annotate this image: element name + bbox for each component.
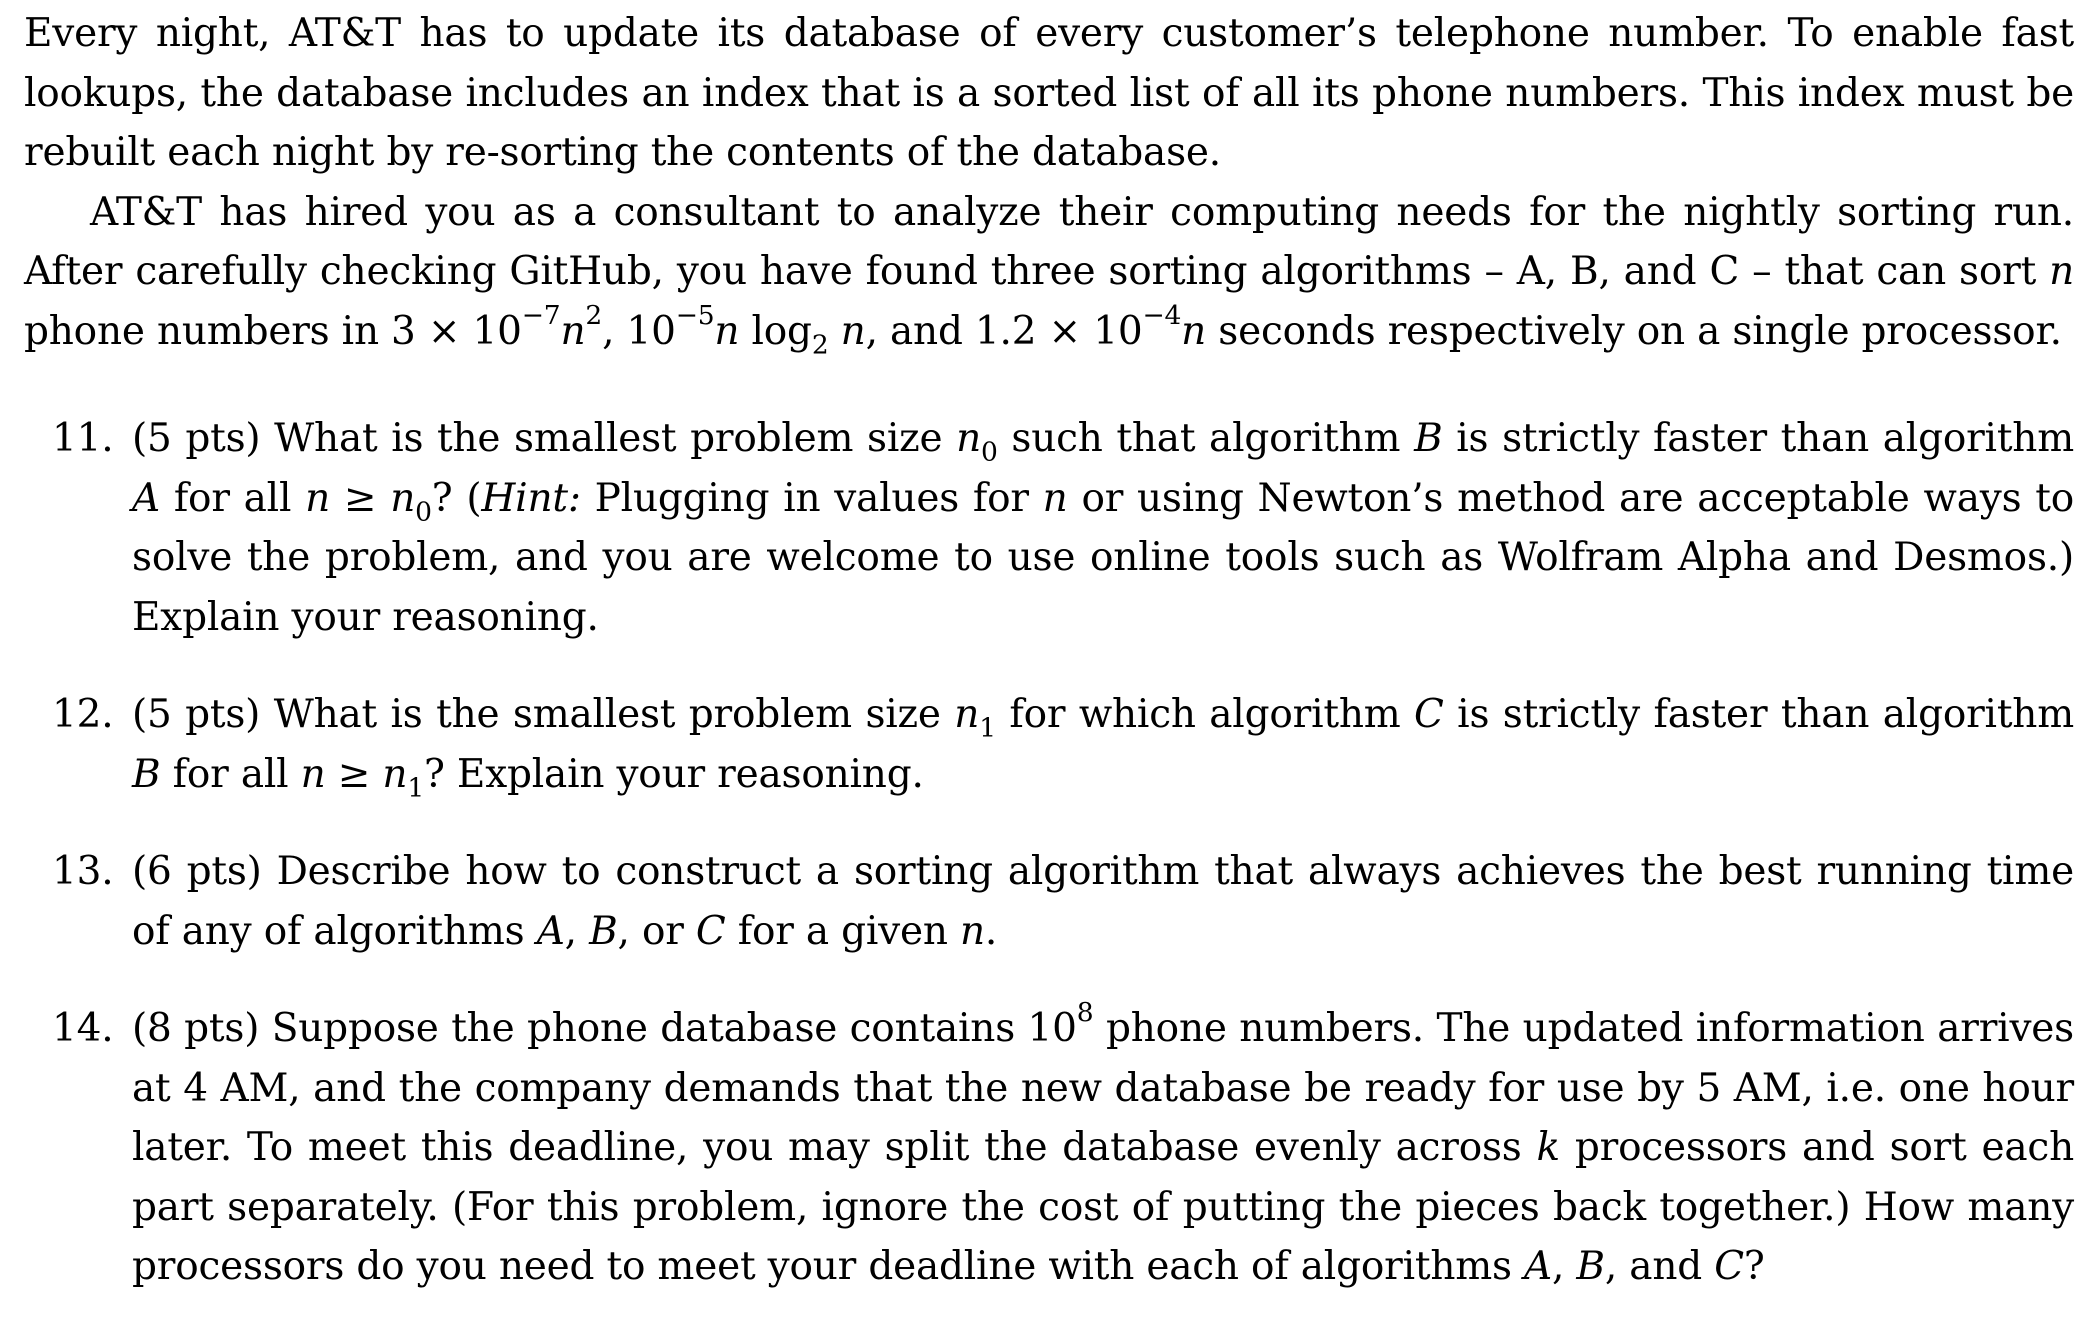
document-body [24,4,2074,1297]
math-var: n [1042,475,1068,521]
math-var: n [828,308,866,354]
math-exponent: −7 [521,299,561,331]
math-var: B [1414,416,1443,461]
intro-p1-text: Every night, AT&T has to update its database of every customer’s telephone number. To enable fast lookups, the database includes an index that is a sorted list of all its phone numbers. This index must be rebuilt each night by re-sorting the contents of the database. [24,11,2074,175]
spacer [24,961,2074,999]
math-var: A [536,908,565,954]
text-run: ≥ [325,751,383,797]
text-run: ? ( [431,475,482,521]
text-run: for all [159,475,306,521]
problem-12 [52,685,2074,804]
spacer [24,804,2074,842]
math-var: C [695,908,726,954]
math-subscript: 2 [811,328,829,360]
problem-13 [52,842,2074,961]
problem-11 [52,409,2074,647]
text-run: processors and sort each part separately. (For this problem, ignore the cost of putting the pieces back together.) How many processors do you need to meet your deadline with each of algorithms [132,1125,2074,1289]
intro-p2-text-b: phone numbers in 3 × 10 [24,308,522,354]
problem-text [132,685,2074,804]
math-var: n [560,308,586,354]
text-run: phone numbers. The updated information arrives at 4 AM, and the company demands that the new database be ready for use by 5 AM, i.e. one hour later. To meet this deadline, you may split the database evenly across [132,1006,2074,1170]
math-var: n [1181,308,1207,354]
math-exponent: −5 [675,299,715,331]
math-var: B [1576,1244,1605,1289]
text-run: , [564,908,590,954]
math-exponent: −4 [1142,299,1182,331]
text-run: for a given [725,908,960,954]
math-var: n [305,475,330,521]
hint-label: Hint: [481,475,581,521]
text-run: is strictly faster than algorithm [1442,416,2074,461]
math-var: A [1524,1244,1552,1289]
problem-number: 14. [52,1006,114,1051]
math-log: log [739,308,812,354]
text-run: for which algorithm [995,692,1415,737]
math-var: n [956,416,981,461]
text-run: . [984,908,998,954]
text-run: , [1552,1244,1577,1289]
text-run: Plugging in values for [580,475,1043,521]
math-var: A [132,475,160,521]
math-subscript: 1 [407,771,425,803]
intro-paragraph-1 [24,4,2074,183]
math-var: C [1414,692,1444,737]
intro-p2-text-a: AT&T has hired you as a consultant to analyze their computing needs for the nightly sorting run. After carefully checking GitHub, you have found three sorting algorithms – A, B, and C – that can sort [24,189,2074,294]
problem-number: 13. [52,849,114,894]
intro-p2-text-e: seconds respectively on a single processor. [1206,308,2062,354]
math-var: n [714,308,740,354]
problem-number: 12. [52,692,114,737]
intro-p2-text-d: , and 1.2 × 10 [865,308,1143,354]
spacer [24,361,2074,409]
problem-number: 11. [52,416,114,461]
text-run: such that algorithm [997,416,1415,461]
math-subscript: 1 [979,712,996,744]
problem-text [132,999,2074,1297]
spacer [24,647,2074,685]
text-run: (5 pts) What is the smallest problem size [132,692,955,737]
problem-text [132,842,2074,961]
math-subscript: 0 [415,495,432,527]
intro-paragraph-2 [24,183,2074,362]
math-exponent: 2 [585,299,603,331]
text-run: is strictly faster than algorithm [1443,692,2075,737]
text-run: ≥ [330,475,391,521]
text-run: ? [1743,1244,1765,1289]
math-var: C [1714,1244,1744,1289]
math-var: n [954,692,980,737]
text-run: or using Newton’s method are acceptable ways to solve the problem, and you are welcome to use online tools such as Wolfram Alpha and Desmos.) Explain your reasoning. [132,475,2075,640]
text-run: (5 pts) What is the smallest problem size [132,416,957,461]
intro-p2-text-c: , 10 [602,308,676,354]
math-var: n [382,751,408,797]
problem-14 [52,999,2074,1297]
math-var: B [132,751,161,797]
math-var: B [589,908,618,954]
math-var: n [300,751,326,797]
text-run: , or [617,908,696,954]
text-run: ? Explain your reasoning. [424,751,924,797]
text-run: (8 pts) Suppose the phone database contains 10 [132,1006,1077,1051]
math-var: n [959,908,985,954]
math-exponent: 8 [1076,997,1094,1029]
math-var: n [390,475,416,521]
text-run: , and [1604,1244,1715,1289]
math-subscript: 0 [981,436,998,468]
text-run: (6 pts) Describe how to construct a sorting algorithm that always achieves the best running time of any of algorithms [132,849,2074,954]
problem-text [132,409,2074,647]
math-var: n [2049,249,2074,294]
text-run: for all [160,751,301,797]
math-var: k [1536,1125,1560,1170]
